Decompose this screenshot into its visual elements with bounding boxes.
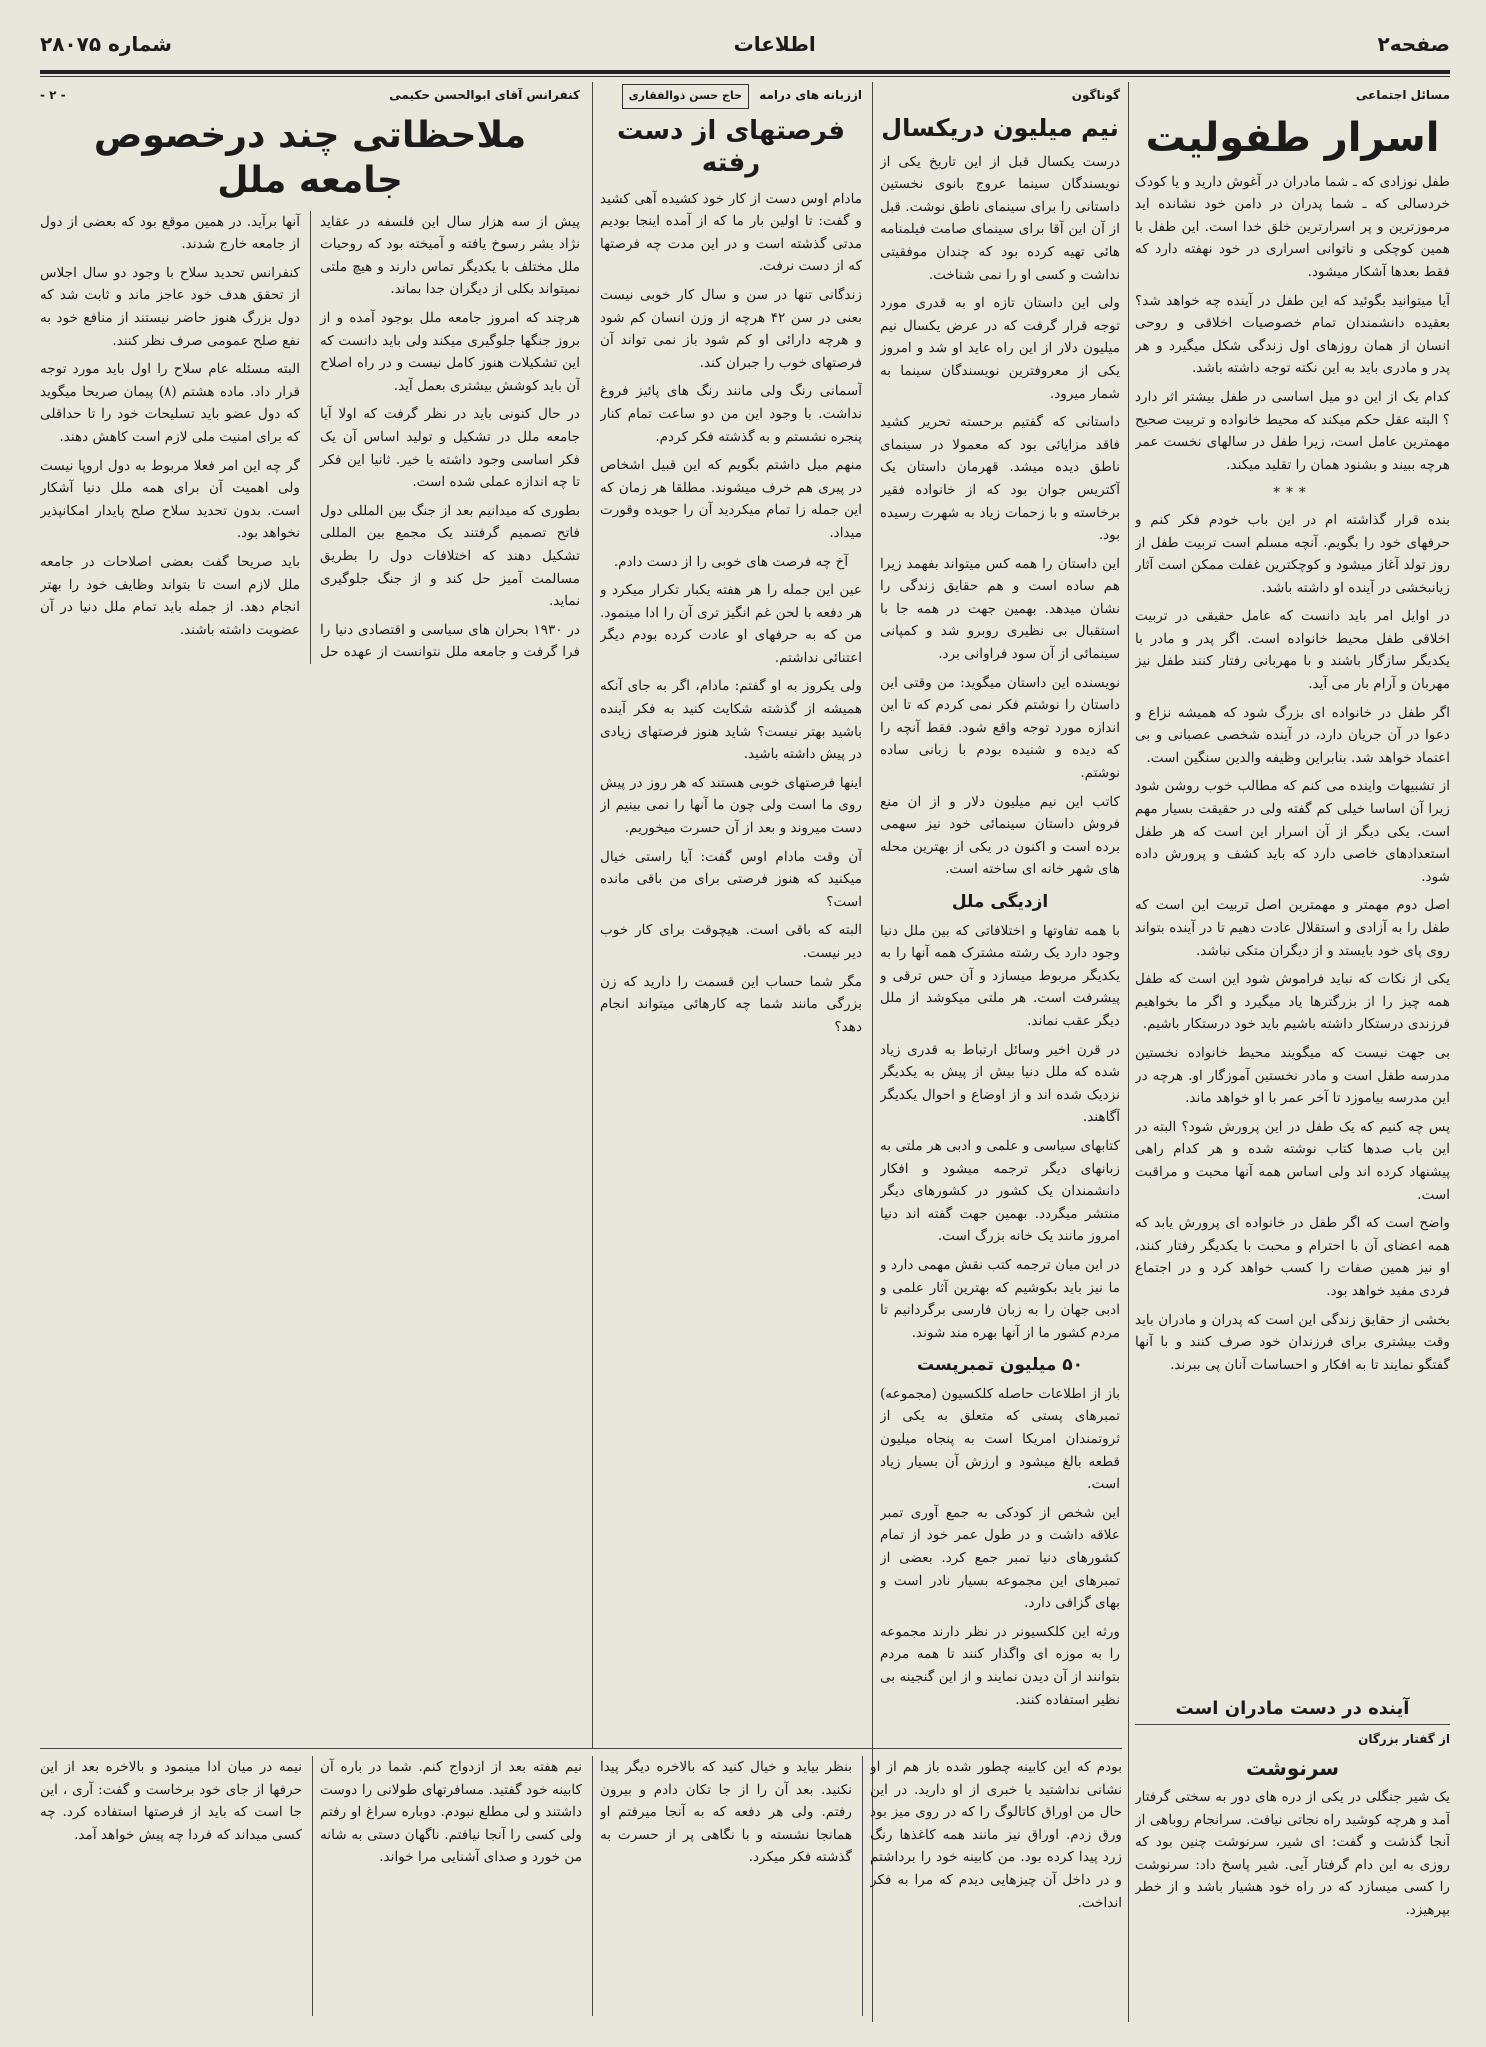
- continuation-column-a: بودم که این کابینه چطور شده باز هم از او نشانی نداشتید یا خبری از او دارید. در این حال من اوراق کاتالوگ را که در روی میز بود ورق زدم. اوراق نیز مانند همه کاغذها رنگ زرد پیدا کرده بود. من کابینه خود را برداشتم و در داخل آن چیزهایی دیدم که مرا به فکر انداخت.: [870, 1759, 1122, 1911]
- paragraph: آیا میتوانید بگوئید که این طفل در آینده چه خواهد شد؟ بعقیده دانشمندان تمام خصوصیات اخلاقی و روحی انسان از همان روزهای اول زندگی شکل میگیرد و هر پدر و مادری باید به این نکته توجه داشته باشد.: [1135, 292, 1450, 377]
- bottom-divider: [40, 1748, 1122, 1749]
- paragraph: منهم میل داشتم بگویم که این قبیل اشخاص در پیری هم خرف میشوند. مطلقا هر زمان که این جمله زا تمام میکردید آن را جویده وقورت میداد.: [600, 457, 862, 541]
- paragraph: باز از اطلاعات حاصله کلکسیون (مجموعه) تمبرهای پستی که متعلق به یکی از ثروتمندان امریکا است به پنجاه میلیون قطعه بالغ میشود و ارزش آن بسیار زیاد است.: [880, 1385, 1120, 1493]
- paragraph: از تشبیهات واینده می کنم که مطالب خوب روشن شود زیرا آن اساسا خیلی کم گفته ولی در حقیقت بسیار مهم است. یکی دیگر از آن اسرار این است که هر طفل استعدادهای خاصی دارد که باید کشف و پرورش داده شود.: [1135, 778, 1450, 885]
- section-label: [40, 84, 580, 107]
- paragraph: اصل دوم مهمتر و مهمترین اصل تربیت این است که طفل را به آزادی و استقلال عادت دهیم تا در آینده بتواند روی پای خود بایستد و از دیگران متکی نباشد.: [1135, 897, 1450, 959]
- paragraph: باید صریحا گفت بعضی اصلاحات در جامعه ملل لازم است تا بتواند وظایف خود را بهتر انجام دهد. از جمله باید تمام ملل دنیا در آن عضویت داشته باشند.: [40, 553, 300, 638]
- continuation-column-b: بنظر بیاید و خیال کنید که بالاخره دیگر پیدا نکنید. بعد آن را از جا تکان دادم و بیرون رفتم. ولی هر دفعه که به آنجا میرفتم او همانجا نشسته و با نگاهی پر از حسرت به گذشته فکر میکرد.: [600, 1759, 852, 1866]
- headline: ملاحظاتی چند درخصوص جامعه ملل: [93, 114, 527, 201]
- paragraph: آن وقت مادام اوس گفت: آیا راستی خیال میکنید که هنوز فرصتی برای من باقی مانده است؟: [600, 848, 862, 910]
- paragraph: درست یکسال قبل از این تاریخ یکی از نویسندگان سینما عروج بانوی نخستین داستانی را برای سینمای ناطق نوشت. قبل از آن این آقا برای سینمای صامت فیلمنامه هائی تهیه کرده بود که چندان موفقیتی نداشت و کسی او را نمی شناخت.: [880, 153, 1120, 283]
- paragraph: پس چه کنیم که یک طفل در این پرورش شود؟ البته در این باب صدها کتاب نوشته شده و هر کدام راهی پیشنهاد کرده اند ولی اساس همه آنها محبت و مراقبت است.: [1135, 1118, 1450, 1203]
- paragraph: بنده قرار گذاشته ام در این باب خودم فکر کنم و حرفهای خود را بگویم. آنچه مسلم است تربیت طفل از روز تولد آغاز میشود و کوچکترین غفلت ممکن است آثار زیانبخشی در آینده او داشته باشد.: [1135, 511, 1450, 596]
- newspaper-name: اطلاعات: [733, 32, 816, 56]
- page-header: [40, 18, 1450, 70]
- paragraph: آخ چه فرصت های خوبی را از دست دادم.: [613, 553, 849, 570]
- section-label-text: کنفرانس آقای ابوالحسن حکیمی: [389, 88, 580, 102]
- two-column-body: [40, 211, 580, 664]
- paragraph: بی جهت نیست که میگویند محیط خانواده نخستین مدرسه طفل است و مادر نخستین آموزگار او. هرچه در این مدرسه بیاموزد تا آخر عمر با او خواهد ماند.: [1135, 1044, 1450, 1107]
- paragraph: مگر شما حساب این قسمت را دارید که زن بزرگی مانند شما چه کارهائی میتواند انجام دهد؟: [600, 973, 862, 1035]
- paragraph: یکی از نکات که نباید فراموش شود این است که طفل همه چیز را از بزرگترها یاد میگیرد و اگر ما بخواهیم فرزندی درستکار داشته باشیم باید خود درستکار باشیم.: [1135, 971, 1450, 1033]
- page-number-label: صفحه۲: [1377, 32, 1450, 56]
- paragraph: البته که باقی است. هیچوقت برای کار خوب دیر نیست.: [600, 922, 862, 961]
- section-divider-stars: ***: [1273, 485, 1312, 502]
- header-rule: [40, 70, 1450, 74]
- section-label: [600, 84, 862, 109]
- paragraph: داستانی که گفتیم برحسته تحریر کشید فاقد مزایائی بود که معمولا در سینمای ناطق دیده میشد. قهرمان داستان یک آکتریس جوان بود که از خانواده فقیر برخاسته و با زحمات زیاد به شهرت رسیده بود.: [880, 414, 1120, 544]
- paragraph: بخشی از حقایق زندگی این است که پدران و مادران باید وقت بیشتری برای فرزندان خود صرف کنند و با آنها گفتگو نمایند تا به افکار و احساسات آنان پی ببرند.: [1135, 1311, 1450, 1373]
- subheadline: ۵۰ میلیون تمبرپست: [916, 1355, 1084, 1376]
- paragraph: این شخص از کودکی به جمع آوری تمبر علاقه داشت و در طول عمر خود از تمام کشورهای دنیا تمبر جمع کرد. بعضی از تمبرهای این مجموعه بسیار نادر است و بهای گزافی دارد.: [880, 1504, 1120, 1612]
- paragraph: در اوایل امر باید دانست که عامل حقیقی در تربیت اخلاقی طفل محیط خانواده است. اگر پدر و مادر با یکدیگر سازگار باشند و با مهربانی رفتار کنند طفل نیز مهربان و آرام بار می آید.: [1135, 608, 1450, 693]
- author-box: حاج حسن ذوالفقاری: [622, 84, 749, 109]
- paragraph: با همه تفاوتها و اختلافاتی که بین ملل دنیا وجود دارد یک رشته مشترک همه آنها را به یکدیگر مربوط میسازد و آن حس ترقی و پیشرفت است. هر ملتی میکوشد از ملل دیگر عقب نماند.: [880, 922, 1120, 1029]
- paragraph: نویسنده این داستان میگوید: من وقتی این داستان را نوشتم فکر نمی کردم که تا این اندازه مورد توجه واقع شود. فقط آنچه را که دیده و شنیده بودم با زبانی ساده نوشتم.: [880, 674, 1120, 782]
- continuation-column-c: نیم هفته بعد از ازدواج کنم. شما در باره آن کابینه خود گفتید. مسافرتهای طولانی را دوست داشتند و لی مطلع نبودم. دوباره سراغ او رفتم ولی کسی را آنجا نیافتم. ناگهان دستی به شانه من خورد و صدای آشنایی مرا خواند.: [320, 1759, 582, 1866]
- paragraph: کنفرانس تحدید سلاح با وجود دو سال اجلاس از تحقق هدف خود عاجز ماند و ثابت شد که دول بزرگ هنوز حاضر نیستند از منافع خود به نفع صلح عمومی صرف نظر کنند.: [40, 264, 300, 349]
- section-label: از گفتار بزرگان: [1358, 1732, 1450, 1746]
- paragraph: این داستان را همه کس میتواند بفهمد زیرا هم ساده است و هم حقایق زندگی را نشان میدهد. بهمین جهت در همه جا با استقبال بی نظیری روبرو شد و کمپانی سینمائی از آن سود فراوانی برد.: [880, 555, 1120, 663]
- closing-line: آینده در دست مادران است: [1175, 1698, 1410, 1719]
- section-label: گوناگون: [1071, 88, 1120, 102]
- paragraph: در حال کنونی باید در نظر گرفت که اولا آیا جامعه ملل در تشکیل و تولید اساس آن یک فکر اساسی وجود داشته یا خیر. ثانیا این فکر تا چه اندازه عملی شده است.: [320, 406, 580, 491]
- paragraph: ورثه این کلکسیونر در نظر دارند مجموعه را به موزه ای واگذار کنند تا همه مردم بتوانند از آن دیدن نمایند و از این گنجینه بی نظیر استفاده کنند.: [880, 1623, 1120, 1708]
- column-divider: [592, 82, 593, 1748]
- divider: [1135, 1724, 1450, 1725]
- header-rule-thin: [40, 76, 1450, 77]
- headline: اسرار طفولیت: [1145, 114, 1440, 161]
- column-divider: [312, 1756, 313, 2016]
- column-divider: [592, 1756, 593, 2016]
- paragraph: بطوری که میدانیم بعد از جنگ بین المللی دول فاتح تصمیم گرفتند یک مجمع بین المللی تشکیل دهند که اختلافات دول را بطریق مسالمت آمیز حل کند و از جنگ جلوگیری نماید.: [320, 502, 580, 610]
- paragraph: اینها فرصتهای خوبی هستند که هر روز در پیش روی ما است ولی چون ما آنها را نمی بینیم از دست میروند و بعد از آن حسرت میخوریم.: [600, 774, 862, 837]
- issue-number: شماره ۲۸۰۷۵: [40, 32, 172, 56]
- section-label-text: اززبانه های درامه: [759, 88, 862, 102]
- article-league-of-nations: [40, 82, 580, 1748]
- paragraph: ولی یکروز به او گفتم: مادام، اگر به جای آنکه همیشه از گذشته شکایت کنید به فکر آینده باشید بهتر نیست؟ شاید هنوز فرصتهای زیادی در پیش داشته باشید.: [600, 678, 862, 763]
- paragraph: گر چه این امر فعلا مربوط به دول اروپا نیست ولی اهمیت آن برای همه ملل دنیا آشکار است. بدون تحدید سلاح صلح پایدار امکانپذیر نخواهد بود.: [40, 457, 300, 542]
- article-half-million: [880, 82, 1120, 2022]
- paragraph: هرچند که امروز جامعه ملل بوجود آمده و از بروز جنگها جلوگیری میکند ولی باید دانست که این تشکیلات هنوز کامل نیست و در راه اصلاح آن باید کوشش بیشتری بعمل آید.: [320, 309, 580, 394]
- headline: سرنوشت: [1246, 1756, 1339, 1780]
- subheadline: ازدیگی ملل: [951, 892, 1049, 912]
- paragraph: البته مسئله عام سلاح را اول باید مورد توجه قرار داد. ماده هشتم (۸) پیمان صریحا میگوید که دول عضو باید تسلیحات خود را تا حداقلی که برای امنیت ملی لازم است کاهش دهند.: [40, 361, 300, 445]
- column-divider: [1128, 82, 1129, 2022]
- paragraph: در این میان ترجمه کتب نقش مهمی دارد و ما نیز باید بکوشیم که بهترین آثار علمی و ادبی جهان را به زبان فارسی برگردانیم تا مردم کشور ما از آنها بهره مند شوند.: [880, 1256, 1120, 1341]
- paragraph: پیش از سه هزار سال این فلسفه در عقاید نژاد بشر رسوخ یافته و آمیخته بود که روحیات ملل مختلف با یکدیگر تماس دارند و هیچ ملتی نمیتواند بکلی از دیگران جدا بماند.: [320, 213, 580, 298]
- paragraph: اگر طفل در خانواده ای بزرگ شود که همیشه نزاع و دعوا در آن جریان دارد، در آینده شخصی عصبانی و بی اعتماد خواهد شد. بنابراین وظیفه والدین سنگین است.: [1135, 704, 1450, 766]
- continuation-column-d: نیمه در میان ادا مینمود و بالاخره بعد از این حرفها از جای خود برخاست و گفت: آری ، این جا است که باید از فرصتها استفاده کرد. چه کسی میداند که فردا چه پیش خواهد آمد.: [40, 1759, 302, 1843]
- section-label: مسائل اجتماعی: [1355, 88, 1450, 102]
- paragraph: در ۱۹۳۰ بحران های سیاسی و اقتصادی دنیا را فرا گرفت و جامعه ملل نتوانست از عهده حل آنها برآید. در همین موقع بود که بعضی از دول از جامعه خارج شدند.: [40, 213, 580, 661]
- paragraph: عین این جمله را هر هفته یکبار تکرار میکرد و هر دفعه با لحن غم انگیز تری آن را ادا مینمود. من که به حرفهای او عادت کرده بودم دیگر اعتنائی نداشتم.: [600, 582, 862, 666]
- newspaper-page: [40, 18, 1450, 2028]
- paragraph: واضح است که اگر طفل در خانواده ای پرورش یابد که همه اعضای آن با احترام و محبت با یکدیگر رفتار کنند، او نیز همین صفات را کسب خواهد کرد و در اجتماع فردی مفید خواهد بود.: [1135, 1215, 1450, 1299]
- column-divider: [862, 1756, 863, 2016]
- paragraph: ولی این داستان تازه او به قدری مورد توجه قرار گرفت که در عرض یکسال نیم میلیون دلار از این راه عاید او شد و امروز یکی از معروفترین نویسندگان سینما به شمار میرود.: [880, 295, 1120, 402]
- paragraph: آسمانی رنگ ولی مانند رنگ های پائیز فروغ نداشت. با وجود این من دو ساعت تمام کنار پنجره نشستم و به گذشته فکر کردم.: [600, 383, 862, 445]
- paragraph: کدام یک از این دو میل اساسی در طفل بیشتر اثر دارد ؟ البته عقل حکم میکند که محیط خانواده و تربیت صحیح مهمترین عامل است، زیرا طفل در سالهای نخست عمر هرچه ببیند و بشنود همان را تقلید میکند.: [1135, 388, 1450, 473]
- page-part-number: - ۲ -: [40, 88, 66, 102]
- paragraph: طفل نوزادی که ـ شما مادران در آغوش دارید و یا کودک خردسالی که ـ شما پدران در دامن خود نشانده اید مرموزترین و پر اسرارترین خلق خدا است. این طفل با همین کوچکی و ناتوانی اسراری در خود نهفته دارد که فقط بعدها آشکار میشود.: [1135, 173, 1450, 280]
- paragraph: در قرن اخیر وسائل ارتباط به قدری زیاد شده که ملل دنیا بیش از پیش به یکدیگر نزدیک شده اند و از اوضاع و احوال یکدیگر آگاهند.: [880, 1041, 1120, 1126]
- column-divider: [872, 82, 873, 2022]
- headline: نیم میلیون دریکسال: [881, 113, 1119, 142]
- paragraph: زندگانی تنها در سن و سال کار خوبی نیست بعنی در سن ۴۲ هرچه از وزن انسان کم شود و هرچه دارائی او کم شود باز نمی تواند آن فرصتهای خوب را جبران کند.: [600, 286, 862, 371]
- paragraph: یک شیر جنگلی در یکی از دره های دور به سختی گرفتار آمد و هرچه کوشید راه نجاتی نیافت. سرانجام روباهی از آنجا گذشت و گفت: ای شیر، سرنوشت چنین بود که روزی به این دام گرفتار آیی. شیر پاسخ داد: سرنوشت را کسی میسازد که در راه خود هشیار باشد و از خطر بپرهیزد.: [1135, 1789, 1450, 1918]
- article-fate: [1135, 1730, 1450, 2020]
- paragraph: کاتب این نیم میلیون دلار و از ان منع فروش داستان سینمائی خود نیز سهمی برده است و اکنون در یکی از بهترین محله های شهر خانه ای ساخته است.: [880, 793, 1120, 878]
- headline: فرصتهای از دست رفته: [616, 115, 846, 179]
- paragraph: مادام اوس دست از کار خود کشیده آهی کشید و گفت: تا اولین بار ما که از آمده اینجا بودیم مدتی گذشته است و در این مدت چه فرصتها که از دست نرفت.: [600, 190, 862, 275]
- paragraph: کتابهای سیاسی و علمی و ادبی هر ملتی به زبانهای دیگر ترجمه میشود و افکار دانشمندان یک کشور در کشورهای دیگر منتشر میگردد. بهمین جهت گفته اند دنیا امروز مانند یک خانه بزرگ است.: [880, 1137, 1120, 1245]
- article-lost-opportunities: [600, 82, 862, 1748]
